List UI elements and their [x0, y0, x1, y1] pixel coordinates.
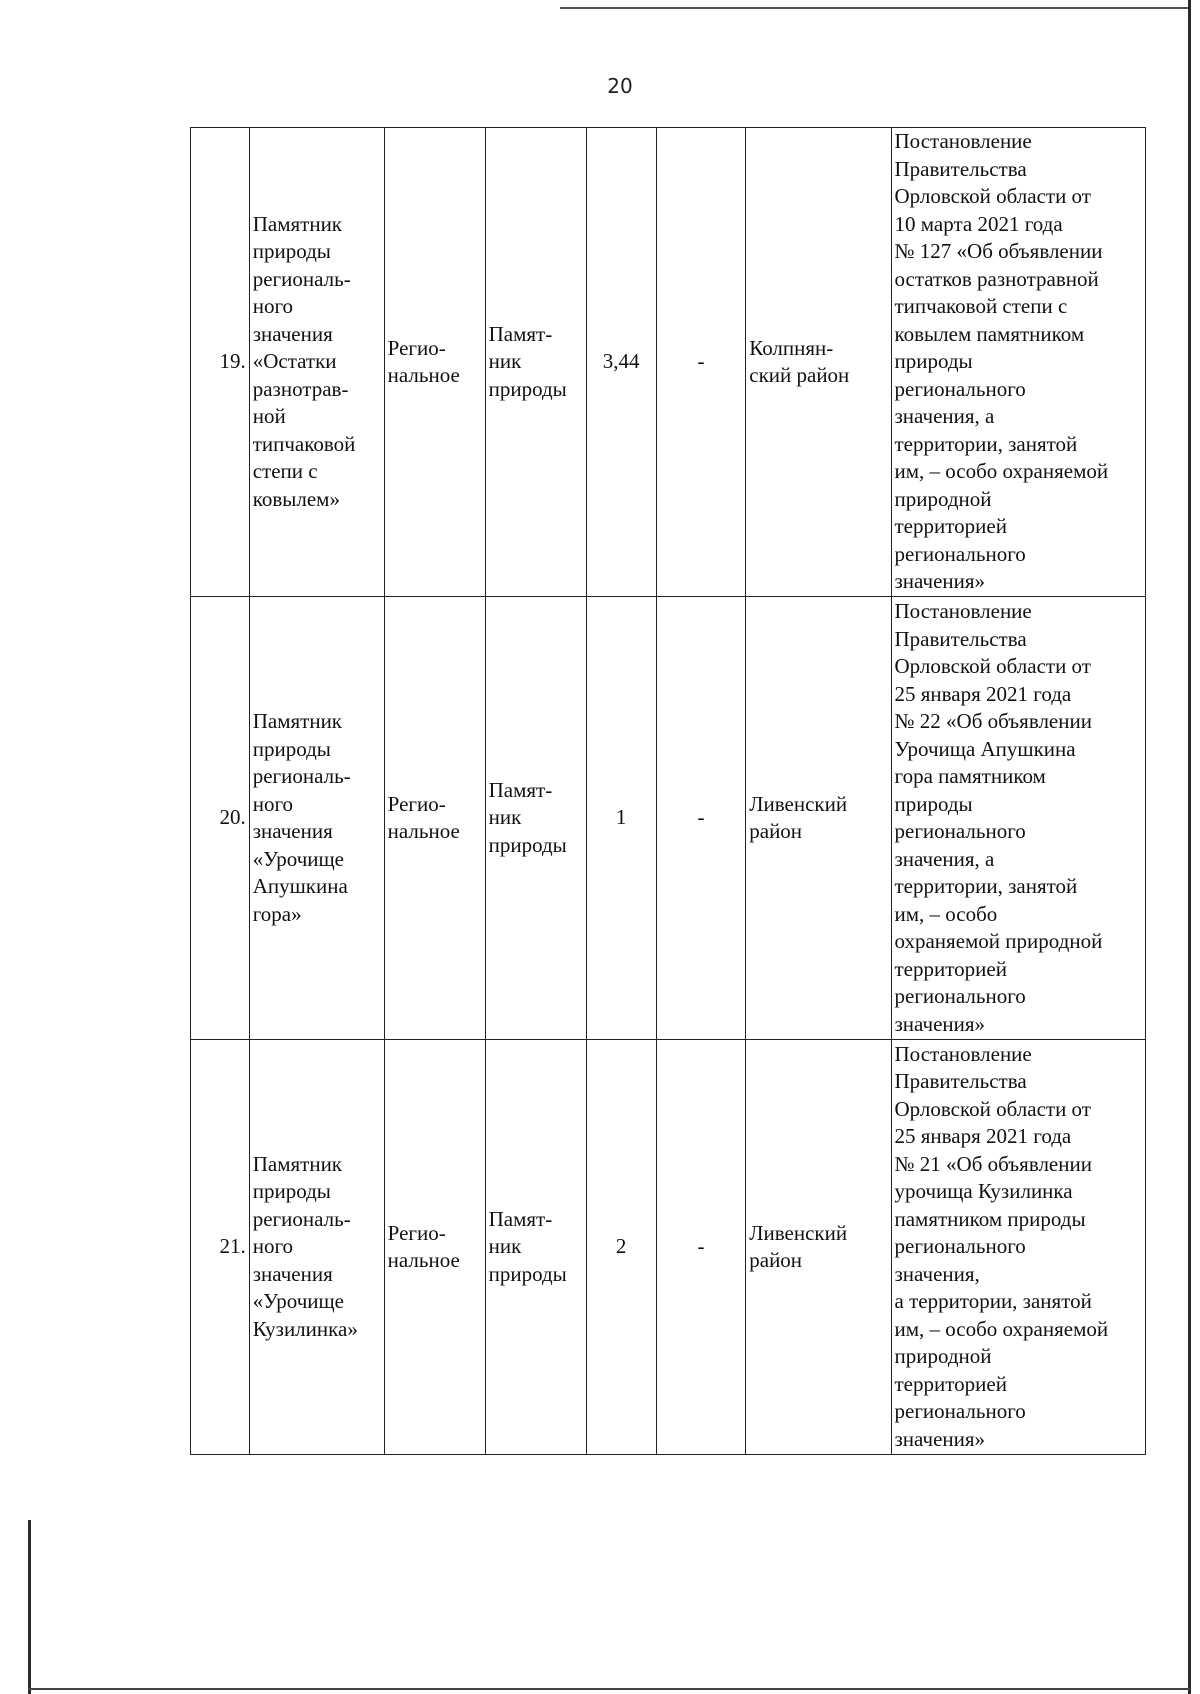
- object-name: Памятник природы региональ- ного значения «Урочище Кузилинка»: [249, 1040, 384, 1455]
- area: 3,44: [586, 128, 656, 597]
- object-name: Памятник природы региональ- ного значения «Урочище Апушкина гора»: [249, 597, 384, 1040]
- object-name: Памятник природы региональ- ного значения «Остатки разнотрав- ной типчаковой степи с ковылем»: [249, 128, 384, 597]
- area: 1: [586, 597, 656, 1040]
- buffer-zone: -: [656, 128, 746, 597]
- row-number: 20.: [191, 597, 250, 1040]
- table-row: [191, 1040, 1146, 1455]
- row-number: 19.: [191, 128, 250, 597]
- scan-edge-bottom: [28, 1688, 1190, 1690]
- scan-edge-top: [560, 7, 1190, 9]
- legal-document: Постановление Правительства Орловской области от 25 января 2021 года № 22 «Об объявлении Урочища Апушкина гора памятником природы регионального значения, а территории, занятой им, – особо охраняемой природной территорией регионального значения»: [891, 597, 1146, 1040]
- buffer-zone: -: [656, 597, 746, 1040]
- buffer-zone: -: [656, 1040, 746, 1455]
- table-row: [191, 128, 1146, 597]
- significance: Регио- нальное: [384, 1040, 485, 1455]
- row-number: 21.: [191, 1040, 250, 1455]
- significance: Регио- нальное: [384, 597, 485, 1040]
- category: Памят- ник природы: [485, 128, 586, 597]
- significance: Регио- нальное: [384, 128, 485, 597]
- location: Колпнян- ский район: [746, 128, 891, 597]
- legal-document: Постановление Правительства Орловской области от 10 марта 2021 года № 127 «Об объявлении остатков разнотравной типчаковой степи с ковылем памятником природы регионального значения, а территории, занятой им, – особо охраняемой природной территорией регионального значения»: [891, 128, 1146, 597]
- table-row: [191, 597, 1146, 1040]
- page-number: 20: [607, 74, 633, 98]
- scan-edge-right: [1188, 0, 1191, 1694]
- category: Памят- ник природы: [485, 1040, 586, 1455]
- location: Ливенский район: [746, 1040, 891, 1455]
- area: 2: [586, 1040, 656, 1455]
- location: Ливенский район: [746, 597, 891, 1040]
- protected-areas-table: [190, 127, 1146, 1455]
- legal-document: Постановление Правительства Орловской области от 25 января 2021 года № 21 «Об объявлении урочища Кузилинка памятником природы регионального значения, а территории, занятой им, – особо охраняемой природной территорией регионального значения»: [891, 1040, 1146, 1455]
- scan-edge-left: [28, 1520, 31, 1694]
- category: Памят- ник природы: [485, 597, 586, 1040]
